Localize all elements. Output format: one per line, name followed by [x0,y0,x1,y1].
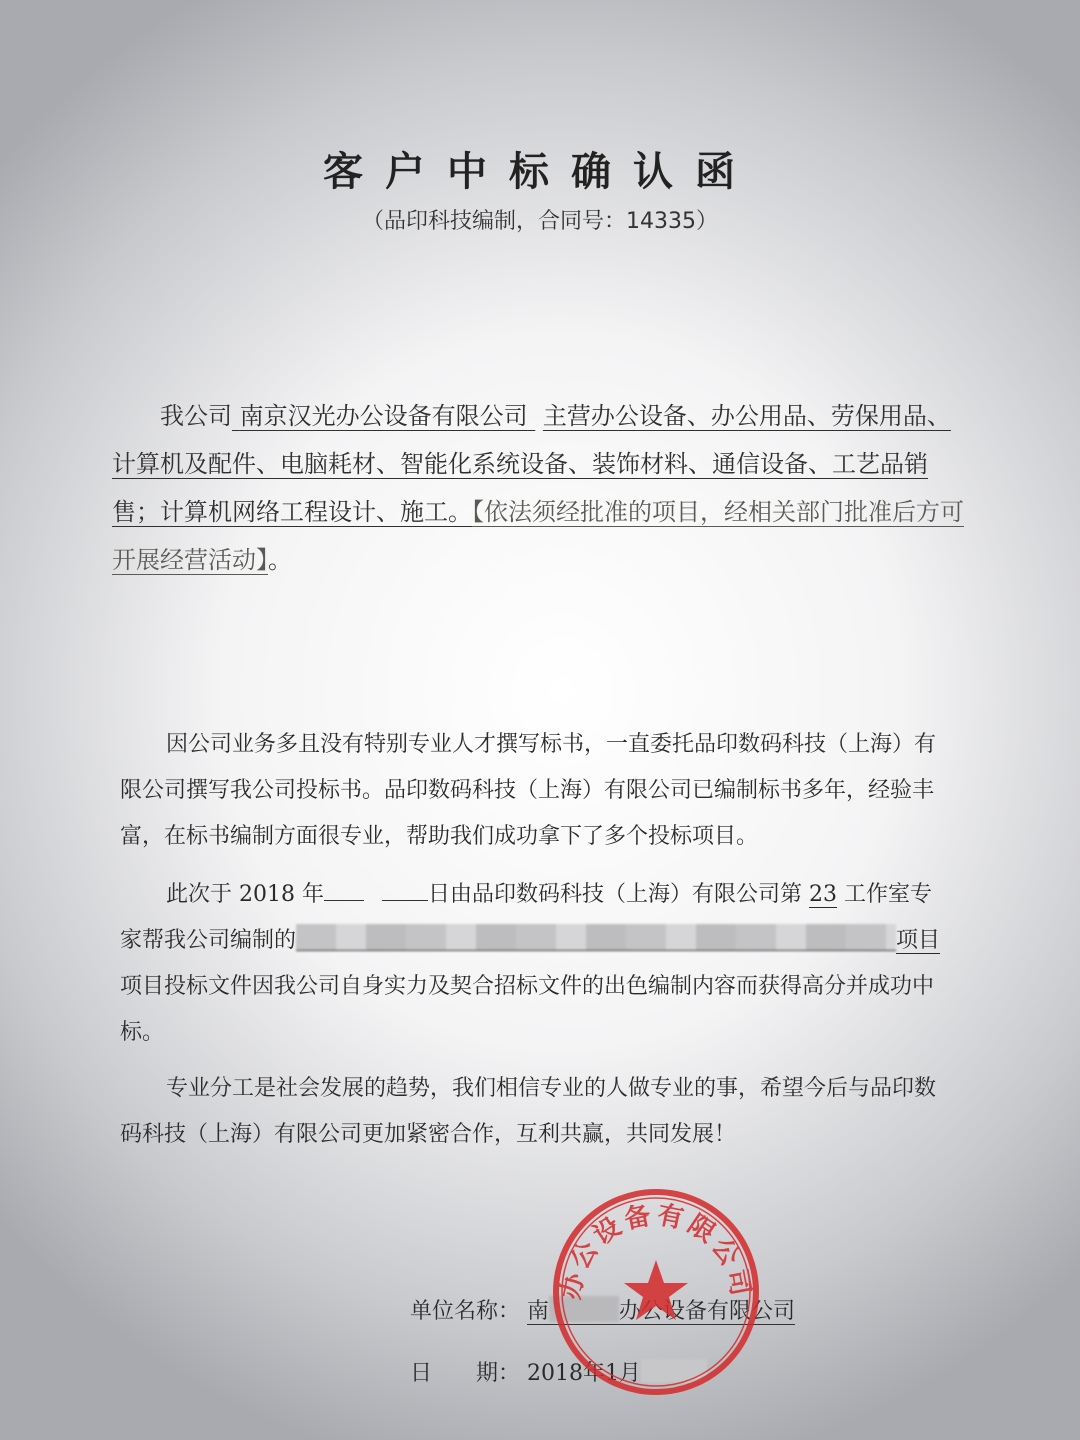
signature-date: 日 期： 2018年1月 [410,1356,707,1387]
seal-graphic [548,1184,764,1400]
day-blank [382,878,428,901]
intro-prefix: 我公司 [160,402,232,430]
seal-text: 办公设备有限公司 [555,1200,757,1302]
date-year: 2018 [527,1361,584,1386]
unit-label: 单位名称： [410,1299,521,1324]
company-intro-paragraph [112,392,964,584]
project-suffix: 项目 [896,928,941,953]
bid-result-paragraph: 此次于 2018 年 日由品印数码科技（上海）有限公司第 23 工作室专家帮我公司编制的 项目项目投标文件因我公司自身实力及契合招标文件的出色编制内容而获得高分并成功中标。 [120,872,950,1056]
company-seal-stamp [548,1184,764,1400]
month-blank [324,878,364,901]
studio-number: 23 [809,882,838,907]
closing-paragraph: 专业分工是社会发展的趋势，我们相信专业的人做专业的事，希望今后与品印数码科技（上海）有限公司更加紧密合作，互利共赢，共同发展！ [120,1076,937,1147]
approval-note: 【依法须经批准的项目，经相关部门批准后方可开展经营活动】 [112,498,964,574]
seal-star-icon [624,1260,688,1320]
company-name: 南京汉光办公设备有限公司 [239,402,528,430]
letter-subtitle: （品印科技编制，合同号：14335） [362,209,718,234]
letter-title: 客户中标确认函 [323,149,757,195]
unit-name: 南 办公设备有限公司 [527,1299,795,1325]
date-month: 1 [605,1361,620,1386]
reason-paragraph: 因公司业务多且没有特别专业人才撰写标书，一直委托品印数码科技（上海）有限公司撰写我公司投标书。品印数码科技（上海）有限公司已编制标书多年，经验丰富，在标书编制方面很专业，帮助我们成功拿下了多个投标项目。 [120,732,937,849]
date-label: 日 期： [410,1361,521,1386]
redacted-project-name [296,924,896,951]
intro-end: 。 [268,546,292,574]
business-scope: 主营办公设备、办公用品、劳保用品、计算机及配件、电脑耗材、智能化系统设备、装饰材料、通信设备、工艺品销售；计算机网络工程设计、施工。 [112,402,951,526]
bid-year: 2018 [239,882,296,907]
